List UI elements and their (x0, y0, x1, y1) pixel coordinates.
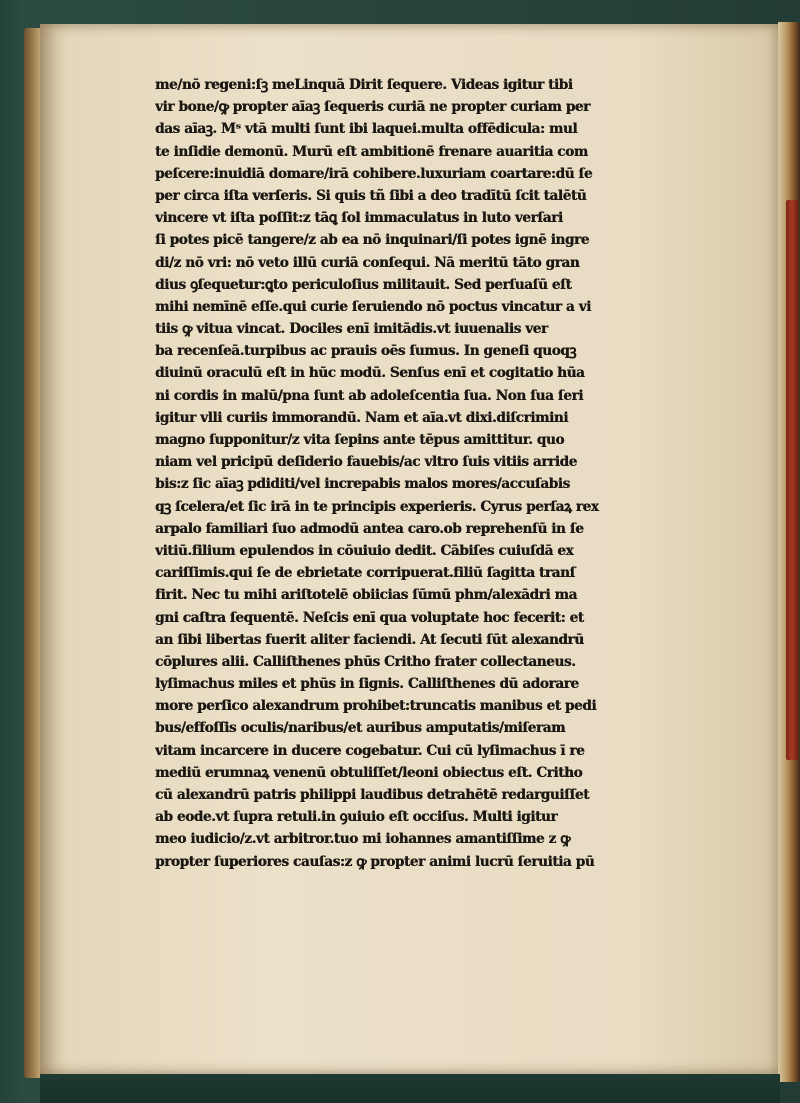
text-line: me/nō regeni:ſꝫ meLinquā Dirit ſequere. Videas igitur tibi (155, 77, 573, 93)
text-line: te inſidie demonū. Murū eſt ambitionē frenare auaritia com (155, 143, 588, 160)
text-line: cū alexandrū patris philippi laudibus detrahētē redarguiſſet (155, 787, 590, 803)
text-line: igitur vlli curiis immorandū. Nam et aīa.vt dixi.diſcrimini (155, 409, 568, 426)
text-line: magno ſupponitur/z vita ſepins ante tēpus amittitur. quo (155, 432, 565, 448)
text-line: an ſibi libertas fuerit aliter faciendi. At ſecuti ſūt alexandrū (155, 631, 584, 648)
text-line: mihi nemīnē eſſe.qui curie ſeruiendo nō poctus vincatur a vi (155, 298, 591, 315)
text-line: firit. Nec tu mihi ariſtotelē obiicias ſūmū phm/alexādri ma (155, 587, 577, 604)
text-line: mediū erumnaꝝ venenū obtuliſſet/leoni obiectus eſt. Critho (155, 764, 583, 781)
text-line: bus/effoſſis oculis/naribus/et auribus amputatis/miſeram (155, 720, 566, 737)
text-line: vincere vt iſta poſſit:z tāꝗ ſol immaculatus in luto verſari (155, 210, 563, 227)
text-line: niam vel pricipū deſiderio fauebis/ac vltro ſuis vitiis arride (155, 454, 577, 471)
text-line: bis:z ſic aīaꝫ pdiditi/vel increpabis malos mores/accuſabis (155, 476, 570, 493)
text-line: ba recenſeā.turpibus ac prauis oēs ſumus. In geneſi quoqꝫ (155, 343, 576, 360)
text-line: peſcere:inuidiā domare/irā cohibere.luxuriam coartare:dū ſe (155, 165, 593, 182)
gothic-text-block (155, 74, 690, 873)
text-line: cariſſimis.qui ſe de ebrietate corripuerat.filiū ſagitta tranſ (155, 565, 575, 582)
text-line: ab eode.vt ſupra retuli.in ꝯuiuio eſt occiſus. Multi igitur (155, 809, 558, 826)
text-line: lyſimachus miles et phūs in ſignis. Calliſthenes dū adorare (155, 676, 579, 693)
text-line: vir bone/ꝙ propter aīaꝫ ſequeris curiā ne propter curiam per (155, 99, 590, 116)
bottom-shadow (40, 1074, 780, 1103)
text-line: per circa iſta verſeris. Si quis tñ ſibi a deo tradītū ſcit talētū (155, 187, 587, 204)
text-line: di/z nō vri: nō veto illū curiā conſequi. Nā meritū tāto gran (155, 254, 580, 271)
text-line: dius ꝯſequetur:ꝗto periculoſius militauit. Sed perſuaſū eſt (155, 276, 572, 293)
text-line: propter ſuperiores cauſas:z ꝙ propter animi lucrū ſeruitia pū (155, 853, 595, 870)
text-line: vitam incarcere in ducere cogebatur. Cui cū lyſimachus ī re (155, 742, 585, 759)
text-line: tiis ꝙ vitua vincat. Dociles enī imitādis.vt iuuenalis ver (155, 321, 548, 338)
text-line: meo iudicio/z.vt arbitror.tuo mi iohannes amantiſſime z ꝙ (155, 831, 570, 848)
text-line: das aīaꝫ. Mˢ vtā multi ſunt ibi laquei.multa offēdicula: mul (155, 121, 578, 138)
text-line: arpalo familiari ſuo admodū antea caro.ob reprehenſū in ſe (155, 520, 584, 537)
text-line: ni cordis in malū/pna ſunt ab adoleſcentia ſua. Non ſua ſeri (155, 387, 583, 404)
text-line: ſi potes picē tangere/z ab ea nō inquinari/ſi potes ignē ingre (155, 232, 589, 249)
text-line: qꝫ ſcelera/et ſic irā in te principis experieris. Cyrus perſaꝝ rex (155, 498, 599, 515)
text-line: gni caſtra ſequentē. Neſcis enī qua voluptate hoc fecerit: et (155, 609, 584, 626)
text-line: diuinū oraculū eſt in hūc modū. Senſus enī et cogitatio hūa (155, 365, 585, 382)
text-line: vitiū.filium epulendos in cōuiuio dedit. Cābiſes cuiuſdā ex (155, 542, 574, 559)
text-line: more perſico alexandrum prohibet:truncatis manibus et pedi (155, 698, 597, 715)
bookmark-ribbon (786, 200, 798, 760)
text-line: cōplures alii. Calliſthenes phūs Critho frater collectaneus. (155, 653, 576, 670)
